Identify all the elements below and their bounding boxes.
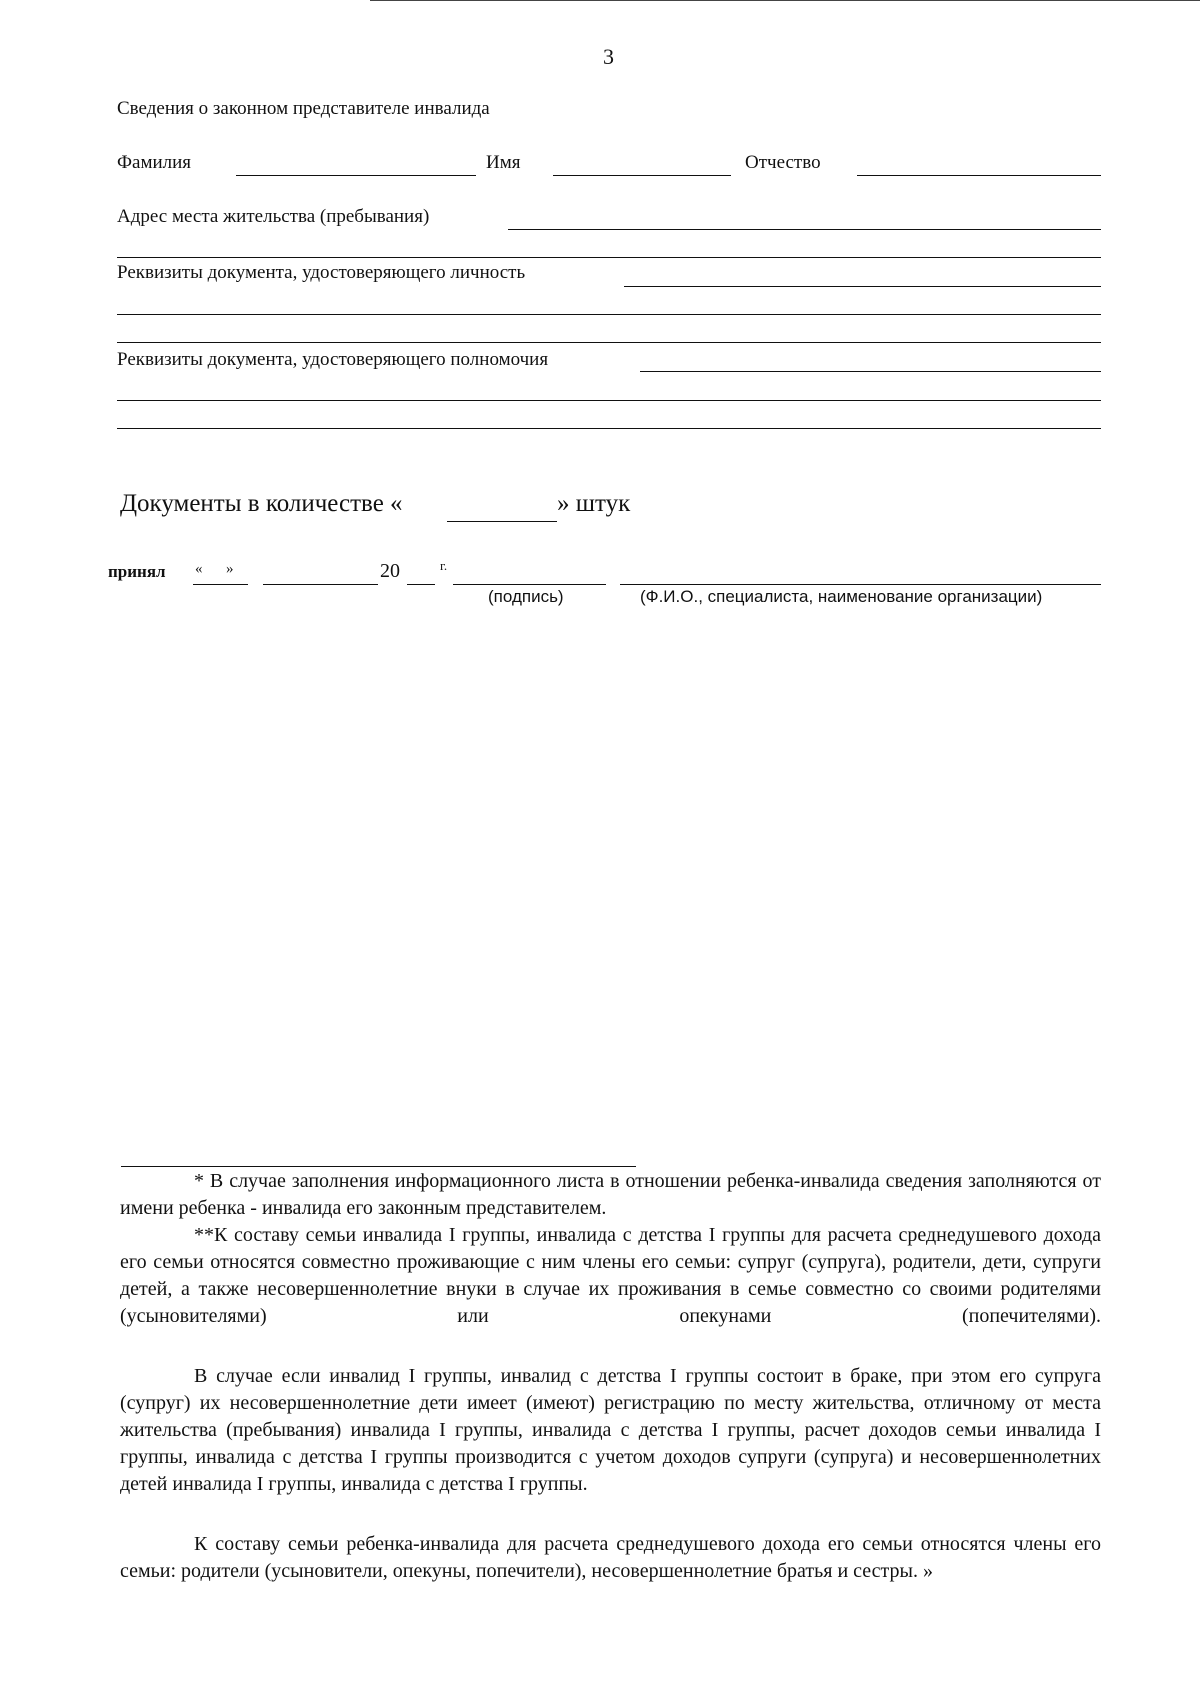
documents-count-suffix: » штук: [557, 490, 631, 517]
address-field[interactable]: [508, 229, 1101, 230]
date-day-quote-close: »: [226, 561, 234, 577]
date-year-suffix: г.: [440, 558, 448, 573]
address-field-line-2[interactable]: [117, 257, 1101, 258]
signature-caption: (подпись): [488, 587, 564, 606]
footnote-child-disabled: * В случае заполнения информационного листа в отношении ребенка-инвалида сведения заполняются от имени ребенка - инвалида его законным представителем.: [120, 1170, 1101, 1219]
page-number: 3: [603, 44, 614, 69]
name-label: Имя: [486, 152, 521, 173]
specialist-field[interactable]: [620, 584, 1101, 585]
specialist-caption: (Ф.И.О., специалиста, наименование организации): [640, 587, 1043, 606]
surname-field[interactable]: [236, 175, 476, 176]
footnote-married-case: В случае если инвалид I группы, инвалид с детства I группы состоит в браке, при этом его супруга (супруг) их несовершеннолетние дети имеет (имеют) регистрацию по месту жительства, отличному от места жительства (пребывания) инвалида I группы, инвалида с детства I группы, расчет доходов семьи инвалида I группы, инвалида с детства I группы производится с учетом доходов супруги (супруга) и несовершеннолетних детей инвалида I группы, инвалида с детства I группы.: [120, 1365, 1101, 1495]
date-day-field[interactable]: [193, 584, 248, 585]
date-month-field[interactable]: [263, 584, 378, 585]
authority-document-label: Реквизиты документа, удостоверяющего полномочия: [117, 349, 549, 370]
documents-count-prefix: Документы в количестве «: [120, 490, 403, 517]
name-field[interactable]: [553, 175, 731, 176]
footnote-separator: [121, 1166, 636, 1167]
representative-heading: Сведения о законном представителе инвалида: [117, 98, 490, 119]
scan-top-edge-line: [370, 0, 1200, 1]
id-document-label: Реквизиты документа, удостоверяющего личность: [117, 262, 526, 283]
surname-label: Фамилия: [117, 152, 192, 173]
documents-count-field[interactable]: [447, 521, 557, 522]
date-day-quote-open: «: [195, 561, 203, 577]
patronymic-label: Отчество: [745, 152, 821, 173]
footnote-family-composition: **К составу семьи инвалида I группы, инвалида с детства I группы для расчета среднедушевого дохода его семьи относятся совместно проживающие с ним члены его семьи: супруг (супруга), родители, дети, супруги детей, а также несовершеннолетние внуки в случае их проживания в семье совместно со своими родителями (усыновителями) или опекунами (попечителями).: [120, 1224, 1101, 1327]
signature-field[interactable]: [453, 584, 606, 585]
accepted-label: принял: [108, 562, 166, 581]
date-year-field[interactable]: [407, 584, 435, 585]
footnote-child-family: К составу семьи ребенка-инвалида для расчета среднедушевого дохода его семьи относятся члены его семьи: родители (усыновители, опекуны, попечители), несовершеннолетние братья и сестры. »: [120, 1533, 1101, 1582]
address-label: Адрес места жительства (пребывания): [117, 206, 430, 227]
id-document-field[interactable]: [624, 286, 1101, 287]
date-year-prefix: 20: [380, 560, 400, 582]
id-document-field-line-3[interactable]: [117, 342, 1101, 343]
patronymic-field[interactable]: [857, 175, 1101, 176]
authority-document-field-line-3[interactable]: [117, 428, 1101, 429]
authority-document-field-line-2[interactable]: [117, 400, 1101, 401]
id-document-field-line-2[interactable]: [117, 314, 1101, 315]
authority-document-field[interactable]: [640, 371, 1101, 372]
